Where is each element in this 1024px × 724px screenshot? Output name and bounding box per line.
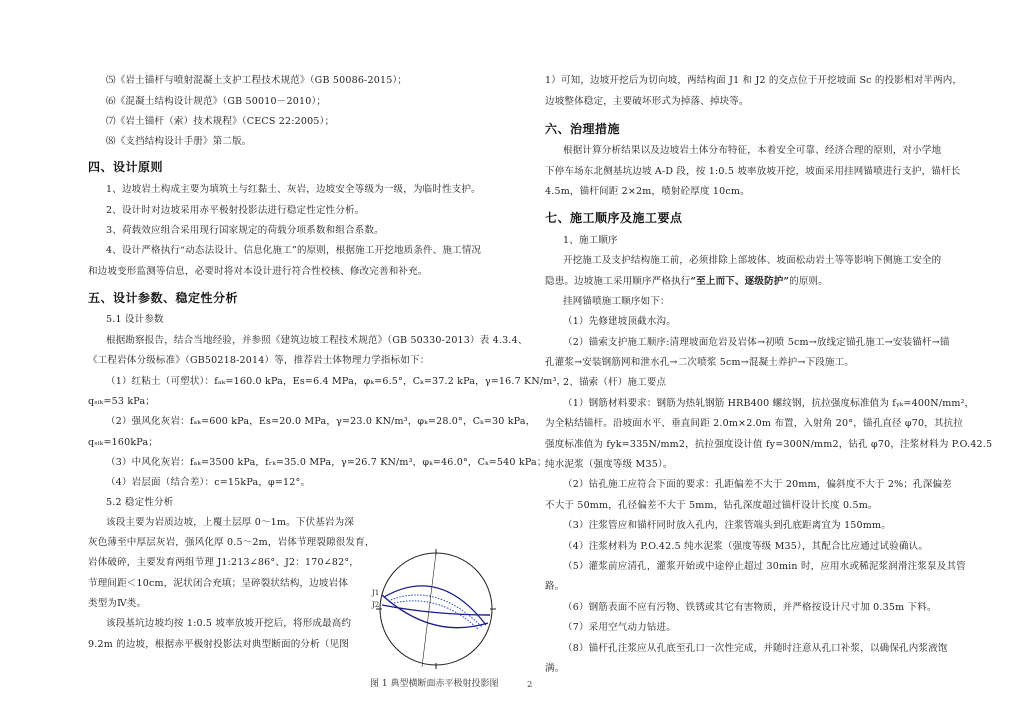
- point-item: （8）锚杆孔注浆应从孔底至孔口一次性完成，并随时注意从孔口补浆，以确保孔内浆液饱: [563, 643, 948, 654]
- param-text: （2）强风化灰岩：fₐₖ=600 kPa，Es=20.0 MPa，γ=23.0 KN/m³，φₖ=28.0°，Cₖ=30 kPa，: [106, 416, 536, 427]
- point-item: （6）钢筋表面不应有污物、铁锈或其它有害物质，并严格按设计尺寸加 0.35m 下料。: [563, 602, 937, 613]
- param-text: （4）岩层面（结合差）：c=15kPa，φ=12°。: [106, 477, 311, 488]
- point-item: （1）钢筋材料要求：钢筋为热轧钢筋 HRB400 螺纹钢，抗拉强度标准值为 fᵧₖ=400N/mm²，: [563, 398, 975, 409]
- page-number: 2: [527, 680, 533, 690]
- analysis-text: 节理间距＜10cm，泥状闭合充填；呈碎裂状结构，边坡岩体: [88, 578, 349, 589]
- point-item: 纯水泥浆（强度等级 M35）。: [545, 459, 673, 470]
- analysis-text: 灰色薄至中厚层灰岩，强风化厚 0.5～2m，岩体节理裂隙很发育，: [88, 537, 375, 548]
- joint-j1-great-circle: [382, 595, 488, 628]
- primitive-circle: [380, 553, 492, 665]
- measures-text: 下停车场东北侧基坑边坡 A-D 段，按 1:0.5 坡率放坡开挖，坡面采用挂网锚喷进行支护，锚杆长: [545, 166, 961, 177]
- sequence-principle-bold: “至上而下、逐级防护”: [690, 276, 790, 287]
- joint-label-j1: J1: [372, 589, 380, 597]
- principle-item: 和边坡变形监测等信息，必要时将对本设计进行符合性校核、修改完善和补充。: [88, 266, 428, 277]
- reference-item: ⑹《混凝土结构设计规范》（GB 50010－2010）；: [106, 96, 327, 107]
- stereographic-projection-figure: [370, 545, 502, 673]
- analysis-text: 该段基坑边坡均按 1:0.5 坡率放坡开挖后，将形成最高约: [106, 618, 352, 629]
- principle-item: 1、边坡岩土构成主要为填筑土与红黏土、灰岩，边坡安全等级为一级，为临时性支护。: [106, 184, 481, 195]
- principle-item: 3、荷载效应组合采用现行国家规定的荷载分项系数和组合系数。: [106, 225, 384, 236]
- subsection-heading: 1、施工顺序: [563, 235, 618, 246]
- reference-item: ⑻《支挡结构设计手册》第二版。: [106, 136, 252, 147]
- sequence-text: [545, 275, 828, 288]
- joint-j2-great-circle: [382, 605, 490, 615]
- point-item: 满。: [545, 663, 565, 674]
- section-heading-measures: 六、治理措施: [545, 122, 621, 136]
- strike-line: [422, 553, 436, 667]
- sequence-text: 开挖施工及支护结构施工前，必须排除上部坡体、坡面松动岩土等等影响下侧施工安全的: [563, 255, 942, 266]
- step-item: （2）锚索支护施工顺序:清理坡面危岩及岩体→初喷 5cm→放线定锚孔施工→安装锚杆→锚: [563, 337, 950, 348]
- step-item: 孔灌浆→安装钢筋网和泄水孔→二次喷浆 5cm→混凝土养护→下段施工。: [545, 357, 855, 368]
- sequence-text: 挂网锚喷施工顺序如下：: [563, 296, 670, 307]
- analysis-text: 该段主要为岩质边坡，上覆土层厚 0～1m。下伏基岩为深: [106, 517, 355, 528]
- param-text: qₛᵢₖ=53 kPa；: [88, 396, 156, 407]
- subsection-heading: 5.2 稳定性分析: [106, 497, 174, 508]
- step-item: （1）先修建坡顶截水沟。: [563, 316, 676, 327]
- slope-face-great-circle: [384, 586, 486, 625]
- figure-caption: 图 1 典型横断面赤平极射投影图: [370, 679, 499, 689]
- param-text: （3）中风化灰岩：fₐₖ=3500 kPa，fᵣₖ=35.0 MPa，γ=26.7 KN/m³，φₖ=46.0°，Cₖ=540 kPa；: [106, 457, 547, 468]
- point-item: 强度标准值为 fyk=335N/mm2，抗拉强度设计值 fy=300N/mm2，钻孔 φ70，注浆材料为 P.O.42.5: [545, 439, 993, 450]
- sequence-text-pre: 隐患。边坡施工采用顺序严格执行: [545, 276, 691, 287]
- param-text: qₛᵢₖ=160kPa；: [88, 437, 159, 448]
- subsection-heading: 2、锚索（杆）施工要点: [563, 377, 667, 388]
- point-item: （4）注浆材料为 P.O.42.5 纯水泥浆（强度等级 M35），其配合比应通过试验确认。: [563, 541, 929, 552]
- principle-item: 2、设计时对边坡采用赤平极射投影法进行稳定性定性分析。: [106, 205, 365, 216]
- point-item: 路。: [545, 581, 565, 592]
- sequence-text-post: 的原则。: [789, 276, 828, 287]
- subsection-heading: 5.1 设计参数: [106, 314, 164, 325]
- param-text: 根据勘察报告，结合当地经验，并参照《建筑边坡工程技术规范》（GB 50330-2013）表 4.3.4、: [106, 335, 528, 346]
- measures-text: 4.5m，锚杆间距 2×2m，喷射砼厚度 10cm。: [545, 186, 750, 197]
- point-item: （5）灌浆前应清孔，灌浆开始或中途停止超过 30min 时，应用水或稀泥浆润滑注浆泵及其管: [563, 561, 966, 572]
- analysis-text: 9.2m 的边坡，根据赤平极射投影法对典型断面的分析（见图: [88, 639, 349, 650]
- point-item: 不大于 50mm，孔径偏差不大于 5mm，钻孔深度超过锚杆设计长度 0.5m。: [545, 500, 878, 511]
- param-text: 《工程岩体分级标准》（GB50218-2014）等，推荐岩土体物理力学指标如下：: [88, 355, 430, 366]
- reference-item: ⑸《岩土锚杆与喷射混凝土支护工程技术规范》（GB 50086-2015）；: [106, 75, 408, 86]
- point-item: 为全粘结锚杆。沿坡面水平、垂直间距 2.0m×2.0m 布置，入射角 20°，锚孔直径 φ70，其抗拉: [545, 418, 964, 429]
- measures-text: 根据计算分析结果以及边坡岩土体分布特征，本着安全可靠、经济合理的原则，对小学地: [563, 145, 942, 156]
- section-heading-construction: 七、施工顺序及施工要点: [545, 211, 683, 225]
- joint-label-j2: J2: [372, 601, 380, 609]
- point-item: （3）注浆管应和锚杆同时放入孔内，注浆管端头到孔底距离宜为 150mm。: [563, 520, 891, 531]
- section-heading-parameters: 五、设计参数、稳定性分析: [88, 291, 239, 305]
- intro-text: 1）可知，边坡开挖后为切向坡，两结构面 J1 和 J2 的交点位于开挖坡面 Sc 的投影相对半两内，: [545, 75, 963, 86]
- reference-item: ⑺《岩土锚杆（索）技术规程》（CECS 22:2005）；: [106, 116, 335, 127]
- section-heading-design-principles: 四、设计原则: [88, 160, 164, 174]
- param-text: （1）红粘土（可塑状）：fₐₖ=160.0 kPa，Es=6.4 MPa，φₖ=6.5°，Cₖ=37.2 kPa，γ=16.7 KN/m³，: [106, 376, 567, 387]
- principle-item: 4、设计严格执行“动态法设计、信息化施工”的原则，根据施工开挖地质条件、施工情况: [106, 245, 482, 256]
- point-item: （2）钻孔施工应符合下面的要求：孔距偏差不大于 20mm，偏斜度不大于 2%；孔深偏差: [563, 479, 952, 490]
- analysis-text: 岩体破碎，主要发育两组节理 J1:213∠86°、J2：170∠82°，: [88, 557, 359, 568]
- point-item: （7）采用空气动力钻进。: [563, 622, 676, 633]
- intro-text: 边坡整体稳定，主要破坏形式为掉落、掉块等。: [545, 96, 749, 107]
- analysis-text: 类型为Ⅳ类。: [88, 598, 147, 609]
